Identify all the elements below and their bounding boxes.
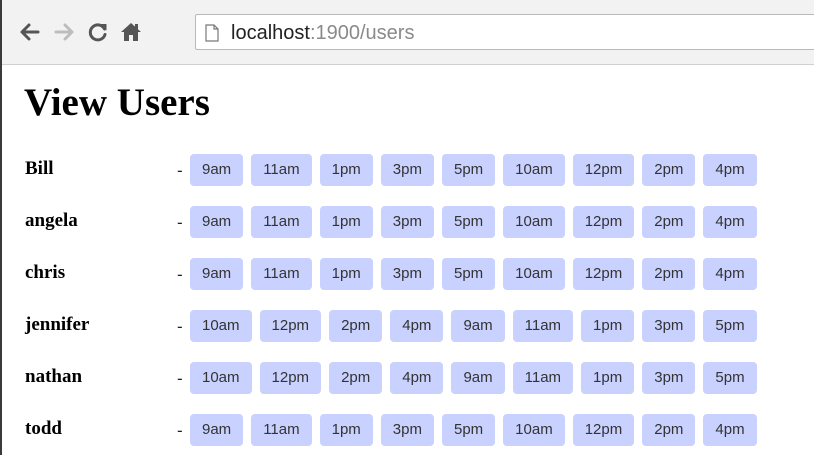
- time-slot-button[interactable]: 3pm: [642, 362, 695, 394]
- time-slot-button[interactable]: 2pm: [642, 206, 695, 238]
- home-icon: [120, 21, 142, 43]
- time-slot-button[interactable]: 10am: [503, 154, 565, 186]
- time-slot-button[interactable]: 5pm: [703, 310, 756, 342]
- url-path: :1900/users: [309, 22, 415, 44]
- time-slot-button[interactable]: 5pm: [442, 154, 495, 186]
- time-slot-button[interactable]: 4pm: [703, 258, 756, 290]
- user-row: [2, 258, 814, 290]
- user-name: chris: [25, 262, 66, 283]
- url-host: localhost: [231, 22, 310, 44]
- time-slot-button[interactable]: 12pm: [573, 258, 635, 290]
- time-slot-button[interactable]: 1pm: [320, 414, 373, 446]
- time-slot-button[interactable]: 9am: [451, 310, 504, 342]
- time-slot-list: [190, 206, 765, 238]
- time-slot-button[interactable]: 3pm: [381, 414, 434, 446]
- time-slot-button[interactable]: 11am: [513, 362, 573, 394]
- time-slot-button[interactable]: 3pm: [381, 206, 434, 238]
- time-slot-button[interactable]: 12pm: [573, 154, 635, 186]
- back-button[interactable]: [18, 20, 42, 44]
- time-slot-button[interactable]: 10am: [503, 206, 565, 238]
- arrow-right-icon: [53, 21, 75, 43]
- reload-icon: [87, 21, 109, 43]
- time-slot-button[interactable]: 11am: [251, 206, 311, 238]
- reload-button[interactable]: [86, 20, 110, 44]
- time-slot-button[interactable]: 9am: [190, 206, 243, 238]
- time-slot-button[interactable]: 2pm: [329, 310, 382, 342]
- time-slot-button[interactable]: 9am: [190, 258, 243, 290]
- time-slot-button[interactable]: 12pm: [573, 206, 635, 238]
- arrow-left-icon: [19, 21, 41, 43]
- user-name: nathan: [25, 366, 83, 387]
- time-slot-button[interactable]: 11am: [513, 310, 573, 342]
- browser-toolbar: [2, 0, 814, 65]
- time-slot-list: [190, 310, 765, 342]
- time-slot-button[interactable]: 3pm: [642, 310, 695, 342]
- time-slot-button[interactable]: 5pm: [442, 206, 495, 238]
- time-slot-button[interactable]: 4pm: [390, 362, 443, 394]
- time-slot-button[interactable]: 3pm: [381, 258, 434, 290]
- time-slot-button[interactable]: 5pm: [703, 362, 756, 394]
- page-icon: [205, 24, 219, 42]
- separator-dash: -: [177, 369, 183, 388]
- page-content: [2, 65, 814, 455]
- separator-dash: -: [177, 265, 183, 284]
- user-name: angela: [25, 210, 78, 231]
- time-slot-button[interactable]: 1pm: [581, 310, 634, 342]
- time-slot-button[interactable]: 1pm: [320, 206, 373, 238]
- time-slot-button[interactable]: 2pm: [329, 362, 382, 394]
- user-name: jennifer: [25, 314, 90, 335]
- user-name: todd: [25, 418, 62, 439]
- user-row: [2, 310, 814, 342]
- separator-dash: -: [177, 421, 183, 440]
- url-text: [231, 21, 414, 45]
- time-slot-button[interactable]: 3pm: [381, 154, 434, 186]
- user-row: [2, 206, 814, 238]
- time-slot-button[interactable]: 9am: [190, 154, 243, 186]
- user-row: [2, 414, 814, 446]
- forward-button[interactable]: [52, 20, 76, 44]
- time-slot-button[interactable]: 2pm: [642, 258, 695, 290]
- time-slot-button[interactable]: 1pm: [320, 258, 373, 290]
- user-row: [2, 154, 814, 186]
- time-slot-button[interactable]: 5pm: [442, 258, 495, 290]
- user-row: [2, 362, 814, 394]
- time-slot-list: [190, 154, 765, 186]
- home-button[interactable]: [119, 20, 143, 44]
- time-slot-button[interactable]: 1pm: [320, 154, 373, 186]
- time-slot-button[interactable]: 11am: [251, 414, 311, 446]
- time-slot-button[interactable]: 10am: [190, 362, 252, 394]
- time-slot-button[interactable]: 5pm: [442, 414, 495, 446]
- time-slot-button[interactable]: 2pm: [642, 414, 695, 446]
- time-slot-button[interactable]: 4pm: [703, 414, 756, 446]
- time-slot-button[interactable]: 12pm: [260, 310, 322, 342]
- time-slot-button[interactable]: 9am: [451, 362, 504, 394]
- time-slot-button[interactable]: 1pm: [581, 362, 634, 394]
- time-slot-button[interactable]: 2pm: [642, 154, 695, 186]
- time-slot-button[interactable]: 4pm: [703, 206, 756, 238]
- page-title: View Users: [24, 81, 210, 124]
- time-slot-button[interactable]: 10am: [190, 310, 252, 342]
- time-slot-button[interactable]: 12pm: [260, 362, 322, 394]
- time-slot-button[interactable]: 10am: [503, 258, 565, 290]
- time-slot-list: [190, 258, 765, 290]
- time-slot-button[interactable]: 11am: [251, 258, 311, 290]
- time-slot-list: [190, 362, 765, 394]
- time-slot-button[interactable]: 4pm: [390, 310, 443, 342]
- time-slot-list: [190, 414, 765, 446]
- user-name: Bill: [25, 158, 54, 179]
- address-bar[interactable]: [195, 14, 814, 50]
- separator-dash: -: [177, 213, 183, 232]
- time-slot-button[interactable]: 10am: [503, 414, 565, 446]
- time-slot-button[interactable]: 9am: [190, 414, 243, 446]
- separator-dash: -: [177, 161, 183, 180]
- time-slot-button[interactable]: 4pm: [703, 154, 756, 186]
- separator-dash: -: [177, 317, 183, 336]
- time-slot-button[interactable]: 11am: [251, 154, 311, 186]
- time-slot-button[interactable]: 12pm: [573, 414, 635, 446]
